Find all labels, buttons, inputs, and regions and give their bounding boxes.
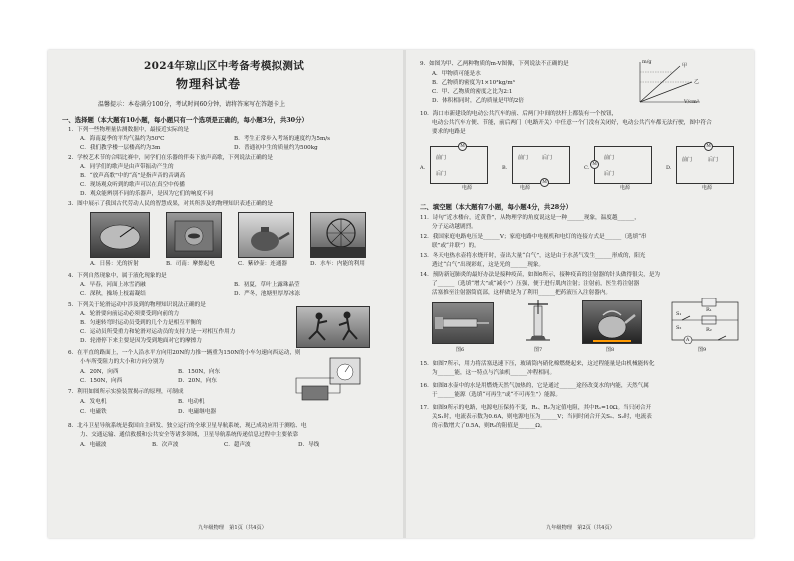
q11: 11．诗句“近水楼台，近黄昏”，从物理学的角度说这是一种______现象，温度越______， [420, 215, 640, 221]
q1-b: B．考生正常步入考场的速度约为5m/s [234, 136, 331, 142]
q8-a: A．电磁波 [80, 442, 107, 448]
compass-photo [166, 212, 222, 258]
q10-opt-a: A. [420, 165, 426, 171]
q2-d: D．观众能辨别不同的乐器声，是因为它们的响度不同 [80, 191, 214, 197]
q8-cont: 力、交通运输、通信救援和公共安全等诸多领域，卫星导航系统传递信息过程中主要依靠 [80, 432, 299, 438]
s2-label: S₂ [676, 325, 682, 331]
q5-a: A．轮滑要向前运动必须要受到向前的力 [80, 311, 180, 317]
s1-label: S₁ [676, 311, 682, 317]
q16-cont: 于______能源（选填“可再生”或“不可再生”）能源。 [432, 392, 561, 398]
q1-d: D．普通初中生的质量约为500kg [234, 145, 318, 151]
q14: 14．预防新冠肺炎的最好办法是接种疫苗，如图6所示，接种疫苗的注射器的针头做得很尖，是为 [420, 272, 661, 278]
q1-a: A．海南夏季的平均气温约为50℃ [80, 136, 165, 142]
q4-c: C．深秋，操场上枝霜凝结 [80, 291, 146, 297]
q14-cont2: 活塞推至注射器筒底部，这样做是为了利用______把药液压入注射器内。 [432, 290, 612, 296]
page-2 [406, 50, 752, 538]
q5-c: C．运动员所受重力和轮滑对运动员的支持力是一对相互作用力 [80, 329, 236, 335]
q8-b: B．次声波 [152, 442, 179, 448]
q5-d: D．轮滑停下来主要是因为受到地面对它的摩擦力 [80, 338, 202, 344]
q2-b: B．“放声高歌”中的“高”是指声音的音调高 [80, 173, 186, 179]
q17-cont: 关S₁时，电流表示数为0.6A，则电源电压为______V；当同时闭合开关S₁、S₂时，电流表 [432, 414, 652, 420]
piston-figure [518, 300, 558, 344]
q9-b: B．乙物质的密度为1×10³kg/m³ [432, 80, 515, 86]
q7: 7．利用如图所示实验装置揭示的原理，可制成 [68, 389, 184, 395]
m-v-graph [628, 58, 708, 108]
ammeter-label: A [686, 338, 690, 343]
q10-opt-d: D. [666, 165, 672, 171]
door-a2-label: 后门 [436, 171, 447, 177]
q10: 10．海口市新建设的电动公共汽车的前、后两门中间的扶杆上都装有一个按钮， [420, 111, 618, 117]
q5: 5．下列关于轮滑运动中涉及到的物理知识说法正确的是 [68, 302, 206, 308]
q8-c: C．超声波 [224, 442, 251, 448]
door-a-label: 前门 [436, 155, 447, 161]
skater-photo [296, 306, 370, 348]
q13: 13．冬天电热水壶将水烧开时，壶出大量“白气”，这是由于水蒸气发生______形成的，阳光 [420, 253, 646, 259]
q7-c: C．电磁铁 [80, 409, 107, 415]
subject-title: 物理科试卷 [176, 77, 242, 91]
door-c-label: 前门 [604, 155, 615, 161]
q3: 3．图中展示了我国古代劳动人民的智慧成果，对其所涉及的物理知识表述正确的是 [68, 201, 273, 207]
circuit-d [676, 146, 734, 184]
q4-a: A．早春，河面上冰雪消融 [80, 282, 146, 288]
circuit-figure-9 [668, 298, 742, 344]
q11-cont: 分子运动越剧烈。 [432, 224, 477, 230]
syringe-photo [432, 302, 494, 344]
q16: 16．如图8水壶中的水是用燃烧天然气加热的，它是通过______途径改变水的内能，天然气属 [420, 383, 649, 389]
fig6-caption: 图6 [456, 347, 465, 353]
q4-b: B．初夏，草叶上露珠晶莹 [234, 282, 300, 288]
graph-y-label: m/g [642, 59, 652, 65]
q2: 2．学校艺术节的合唱比赛中，同学们在乐器的伴奏下放声高歌，下列说法正确的是 [68, 155, 273, 161]
q15: 15．如图7所示，用力将活塞迅速下压，玻璃筒内硝化棉燃烧起来，这过程能量是由机械能转化 [420, 361, 655, 367]
q4: 4．下列自然现象中，属于液化现象的是 [68, 273, 167, 279]
q10-cont2: 要求的电路是 [432, 129, 466, 135]
sundial-photo [90, 212, 150, 258]
q12-cont: 联”或“并联”）的。 [432, 243, 480, 249]
circuit-c [594, 146, 652, 184]
q7-b: B．电动机 [178, 399, 205, 405]
fig7-caption: 图7 [534, 347, 543, 353]
q10-circuits [420, 140, 750, 194]
motor-b-icon: M [540, 178, 549, 187]
page-1-footer: 九年级物理 第1页（共4页） [198, 524, 267, 531]
r1-label: R₁ [706, 307, 712, 313]
source-d-label: 电源 [702, 185, 713, 191]
door-d2-label: 后门 [708, 157, 719, 163]
q8: 8．北斗卫星导航系统是我国自主研发、独立运行的全球卫星导航系统，现已成功应用于测绘、电 [68, 423, 307, 429]
q3-c: C．紫砂壶：连通器 [238, 261, 288, 267]
graph-x-label: V/cm³ [684, 99, 699, 105]
q6-cont: 小车所受阻力的大小和方向分别为 [80, 359, 164, 365]
fig8-caption: 图8 [606, 347, 615, 353]
q3-b: B．司南：摩擦起电 [166, 261, 215, 267]
q12: 12．我国家庭电路电压是______V；家庭电路中电视机和电灯的连接方式是______（选填“串 [420, 234, 647, 240]
q14-cont: 了______（选填“增大”或“减小”）压强，便于进行肌肉注射；注射前，医生将注射器 [432, 281, 640, 287]
source-b-label: 电源 [520, 185, 531, 191]
q6-d: D．20N，向东 [178, 378, 217, 384]
motor-c-icon: M [590, 160, 599, 169]
door-b2-label: 后门 [542, 155, 553, 161]
waterwheel-photo [310, 212, 366, 258]
q7-a: A．发电机 [80, 399, 107, 405]
q7-d: D．电磁继电器 [178, 409, 217, 415]
section-1-heading: 一、选择题（本大题有10小题，每小题只有一个选项是正确的，每小题3分，共30分） [62, 116, 308, 124]
source-c-label: 电源 [620, 185, 631, 191]
exam-sheet [48, 50, 754, 538]
q6-c: C．150N，向西 [80, 378, 123, 384]
q3-a: A．日晷：光的折射 [90, 261, 139, 267]
graph-series-a: 甲 [682, 63, 688, 69]
motor-d-icon: M [704, 142, 713, 151]
induction-figure [294, 356, 364, 408]
q6-a: A．20N，向西 [80, 369, 119, 375]
graph-series-b: 乙 [694, 79, 700, 85]
page-1 [48, 50, 403, 538]
q4-d: D．严冬，池塘里厚厚冰冻 [234, 291, 301, 297]
r2-label: R₂ [706, 327, 712, 333]
q10-opt-b: B. [502, 165, 508, 171]
q1-c: C．我们教学楼一层楼高约为3m [80, 145, 161, 151]
fig9-caption: 图9 [698, 347, 707, 353]
q5-b: B．匀速转弯时运动员受到的几个力是相互平衡的 [80, 320, 202, 326]
door-d-label: 前门 [682, 157, 693, 163]
q1: 1．下列一些物理量估测数据中，最接近实际的是 [68, 127, 190, 133]
page-2-footer: 九年级物理 第2页（共4页） [546, 524, 615, 531]
q2-c: C．现场观众听到的歌声可以在真空中传播 [80, 182, 185, 188]
q9: 9．如图为甲、乙两种物质的m-V图像，下列说法不正确的是 [420, 61, 569, 67]
q17: 17．如图9所示的电路，电源电压保持不变，R₁、R₂为定值电阻，其中R₁=10Ω。当只闭合开 [420, 405, 652, 411]
door-b-label: 前门 [518, 155, 529, 161]
q3-d: D．水车：内能的利用 [310, 261, 365, 267]
q2-a: A．同学们的歌声是由声带振动产生的 [80, 164, 174, 170]
q9-a: A．甲物质可能是水 [432, 71, 481, 77]
q6-b: B．150N，向东 [178, 369, 221, 375]
hint: 温馨提示：本卷满分100分，考试时间60分钟，请将答案写在答题卡上 [98, 101, 286, 108]
door-c2-label: 后门 [604, 171, 615, 177]
q10-opt-c: C. [584, 165, 590, 171]
q10-cont: 电动公共汽车方便、节能，前后两门（电路开关）中任意一个门没有关闭好，电动公共汽车都无法行驶，图中符合 [432, 120, 712, 126]
kettle-photo [582, 300, 642, 344]
exam-title: 2024年琼山区中考备考模拟测试 [144, 60, 305, 72]
q15-cont: 为______能，这一特点与汽油机______冲程相同。 [432, 370, 556, 376]
q6: 6．在平直的路面上，一个人沿水平方向用20N的力推一辆重为150N的小车匀速向西运动，则 [68, 350, 301, 356]
circuit-a [430, 146, 488, 184]
q13-cont: 透过“白气”出现彩虹，这是光的______现象。 [432, 262, 545, 268]
q9-d: D．体积相同时，乙的质量是甲的2倍 [432, 98, 524, 104]
q8-d: D．导线 [298, 442, 320, 448]
motor-a-icon: M [458, 142, 467, 151]
teapot-photo [238, 212, 294, 258]
source-a-label: 电源 [462, 185, 473, 191]
q9-c: C．甲、乙物质的密度之比为2:1 [432, 89, 513, 95]
section-2-heading: 二、填空题（本大题有7小题，每小题4分，共28分） [420, 203, 572, 211]
q17-cont2: 的示数增大了0.5A，则R₂的阻值是______Ω。 [432, 423, 546, 429]
